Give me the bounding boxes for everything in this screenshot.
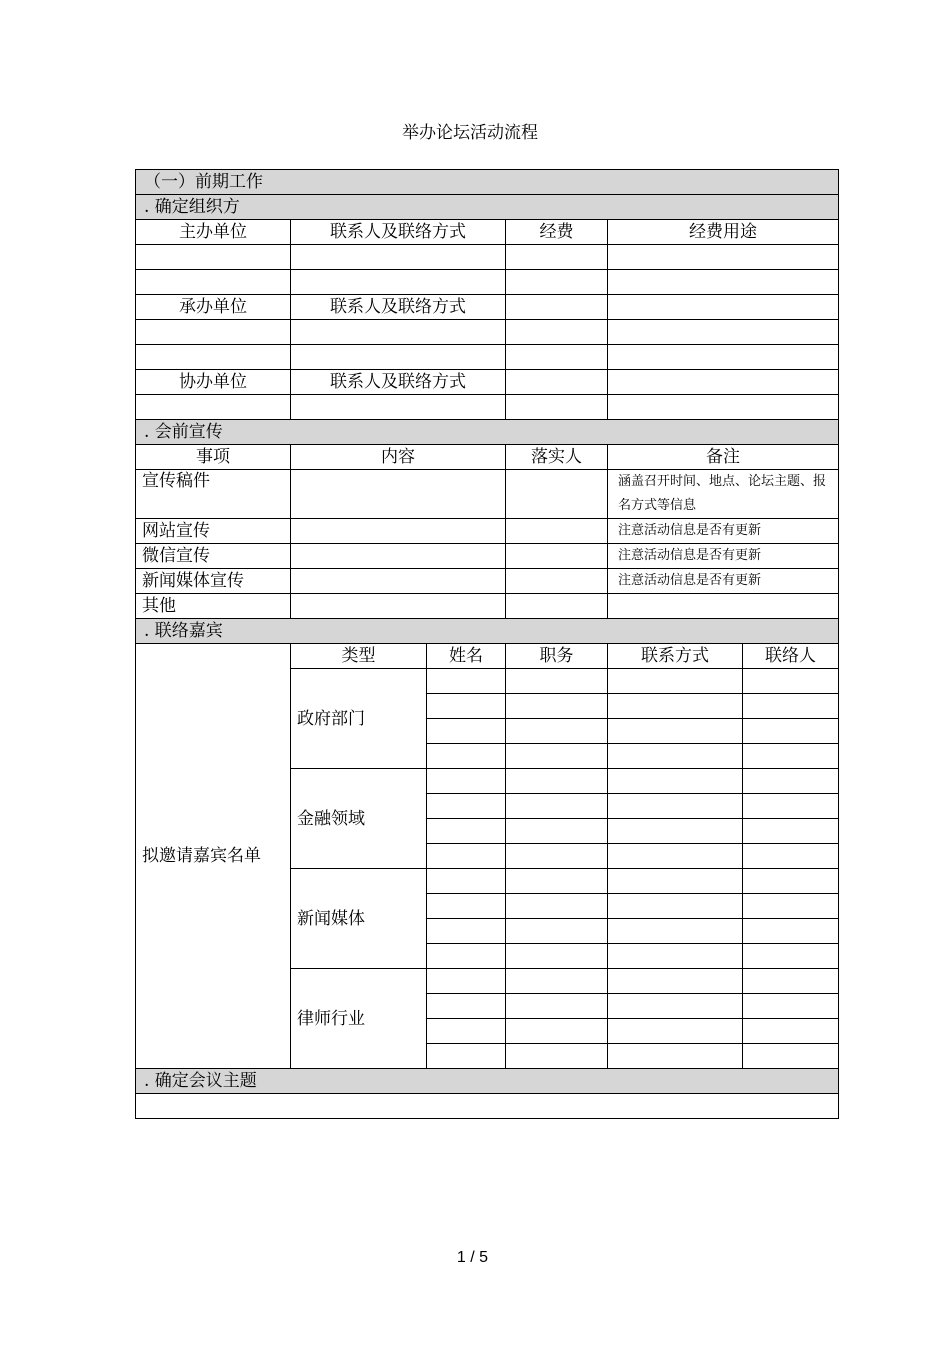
section-header: . 确定组织方 — [136, 195, 839, 220]
table-row — [136, 395, 839, 420]
empty-cell[interactable] — [291, 519, 506, 544]
empty-cell[interactable] — [608, 320, 839, 345]
table-row — [136, 295, 839, 320]
header-cell: 姓名 — [427, 644, 506, 669]
empty-cell[interactable] — [743, 719, 839, 744]
empty-cell[interactable] — [743, 819, 839, 844]
empty-cell[interactable] — [506, 669, 608, 694]
empty-cell[interactable] — [427, 719, 506, 744]
empty-cell[interactable] — [506, 894, 608, 919]
empty-cell[interactable] — [506, 769, 608, 794]
category-cell: 政府部门 — [291, 669, 427, 769]
category-cell: 律师行业 — [291, 969, 427, 1069]
section-header: . 确定会议主题 — [136, 1069, 839, 1094]
table-row — [136, 569, 839, 594]
empty-cell[interactable] — [608, 744, 743, 769]
table-row — [136, 1094, 839, 1119]
empty-cell[interactable] — [291, 395, 506, 420]
empty-cell[interactable] — [743, 1019, 839, 1044]
empty-cell[interactable] — [608, 1019, 743, 1044]
empty-cell[interactable] — [506, 994, 608, 1019]
empty-cell[interactable] — [291, 569, 506, 594]
empty-cell[interactable] — [743, 769, 839, 794]
empty-cell[interactable] — [506, 869, 608, 894]
empty-cell[interactable] — [608, 370, 839, 395]
empty-cell[interactable] — [427, 994, 506, 1019]
forum-process-table — [135, 169, 839, 1119]
empty-cell[interactable] — [427, 944, 506, 969]
empty-cell[interactable] — [506, 245, 608, 270]
empty-cell[interactable] — [506, 544, 608, 569]
empty-cell[interactable] — [427, 969, 506, 994]
empty-cell[interactable] — [608, 919, 743, 944]
label-cell: 联系人及联络方式 — [291, 295, 506, 320]
empty-cell[interactable] — [608, 669, 743, 694]
empty-cell[interactable] — [427, 869, 506, 894]
empty-cell[interactable] — [427, 919, 506, 944]
empty-cell[interactable] — [427, 819, 506, 844]
empty-cell[interactable] — [427, 794, 506, 819]
empty-cell[interactable] — [506, 919, 608, 944]
empty-cell[interactable] — [743, 994, 839, 1019]
empty-cell[interactable] — [743, 919, 839, 944]
phase-header-row — [136, 170, 839, 195]
empty-cell[interactable] — [608, 769, 743, 794]
empty-cell[interactable] — [506, 694, 608, 719]
item-cell: 宣传稿件 — [136, 470, 291, 519]
empty-cell[interactable] — [608, 719, 743, 744]
empty-cell[interactable] — [506, 320, 608, 345]
empty-cell[interactable] — [427, 769, 506, 794]
empty-cell[interactable] — [608, 844, 743, 869]
empty-cell[interactable] — [743, 694, 839, 719]
empty-cell[interactable] — [291, 345, 506, 370]
note-cell: 注意活动信息是否有更新 — [608, 544, 839, 569]
empty-cell[interactable] — [743, 969, 839, 994]
empty-cell[interactable] — [608, 944, 743, 969]
empty-cell[interactable] — [136, 245, 291, 270]
empty-cell[interactable] — [608, 345, 839, 370]
empty-cell[interactable] — [506, 370, 608, 395]
empty-cell[interactable] — [743, 794, 839, 819]
label-cell: 联系人及联络方式 — [291, 370, 506, 395]
empty-cell[interactable] — [427, 1019, 506, 1044]
empty-cell[interactable] — [136, 320, 291, 345]
empty-cell[interactable] — [743, 669, 839, 694]
empty-cell[interactable] — [743, 1044, 839, 1069]
empty-cell[interactable] — [291, 270, 506, 295]
header-cell: 联系方式 — [608, 644, 743, 669]
empty-cell[interactable] — [608, 994, 743, 1019]
empty-cell[interactable] — [608, 869, 743, 894]
empty-cell[interactable] — [743, 869, 839, 894]
header-cell: 类型 — [291, 644, 427, 669]
empty-cell[interactable] — [608, 1044, 743, 1069]
empty-cell[interactable] — [136, 395, 291, 420]
empty-cell[interactable] — [506, 719, 608, 744]
table-row — [136, 644, 839, 669]
empty-cell[interactable] — [506, 569, 608, 594]
note-cell: 注意活动信息是否有更新 — [608, 569, 839, 594]
document-title: 举办论坛活动流程 — [402, 123, 538, 143]
header-cell: 内容 — [291, 445, 506, 470]
item-cell: 网站宣传 — [136, 519, 291, 544]
category-cell: 新闻媒体 — [291, 869, 427, 969]
empty-cell[interactable] — [506, 594, 608, 619]
empty-cell[interactable] — [608, 894, 743, 919]
empty-cell[interactable] — [608, 794, 743, 819]
category-cell: 金融领域 — [291, 769, 427, 869]
empty-cell[interactable] — [743, 844, 839, 869]
empty-cell[interactable] — [506, 470, 608, 519]
empty-cell[interactable] — [506, 1044, 608, 1069]
item-cell: 微信宣传 — [136, 544, 291, 569]
empty-cell[interactable] — [427, 694, 506, 719]
note-cell: 注意活动信息是否有更新 — [608, 519, 839, 544]
empty-cell[interactable] — [506, 744, 608, 769]
empty-cell[interactable] — [743, 894, 839, 919]
empty-cell[interactable] — [506, 519, 608, 544]
page-number: 1 / 5 — [456, 1249, 489, 1266]
empty-cell[interactable] — [506, 345, 608, 370]
empty-cell[interactable] — [291, 544, 506, 569]
table-row — [136, 245, 839, 270]
header-cell: 联络人 — [743, 644, 839, 669]
label-cell: 协办单位 — [136, 370, 291, 395]
table-row — [136, 370, 839, 395]
empty-cell[interactable] — [608, 270, 839, 295]
section-header: . 联络嘉宾 — [136, 619, 839, 644]
guest-list-label: 拟邀请嘉宾名单 — [136, 644, 291, 1069]
empty-cell[interactable] — [608, 969, 743, 994]
empty-cell[interactable] — [427, 669, 506, 694]
empty-cell[interactable] — [136, 1094, 839, 1119]
header-cell: 联系人及联络方式 — [291, 220, 506, 245]
empty-cell[interactable] — [291, 470, 506, 519]
table-row — [136, 594, 839, 619]
note-cell — [608, 594, 839, 619]
empty-cell[interactable] — [506, 969, 608, 994]
header-cell: 主办单位 — [136, 220, 291, 245]
section-header-row — [136, 195, 839, 220]
table-row — [136, 345, 839, 370]
table-row — [136, 270, 839, 295]
header-cell: 落实人 — [506, 445, 608, 470]
label-cell: 承办单位 — [136, 295, 291, 320]
empty-cell[interactable] — [506, 1019, 608, 1044]
empty-cell[interactable] — [427, 844, 506, 869]
table-row — [136, 544, 839, 569]
empty-cell[interactable] — [506, 944, 608, 969]
header-cell: 备注 — [608, 445, 839, 470]
empty-cell[interactable] — [427, 744, 506, 769]
empty-cell[interactable] — [136, 270, 291, 295]
item-cell: 其他 — [136, 594, 291, 619]
empty-cell[interactable] — [506, 794, 608, 819]
table-row — [136, 470, 839, 519]
section-header: . 会前宣传 — [136, 420, 839, 445]
empty-cell[interactable] — [506, 819, 608, 844]
table-row — [136, 519, 839, 544]
section-header-row — [136, 1069, 839, 1094]
empty-cell[interactable] — [608, 694, 743, 719]
empty-cell[interactable] — [427, 894, 506, 919]
empty-cell[interactable] — [608, 245, 839, 270]
empty-cell[interactable] — [608, 395, 839, 420]
empty-cell[interactable] — [506, 844, 608, 869]
note-cell: 涵盖召开时间、地点、论坛主题、报名方式等信息 — [608, 470, 839, 519]
item-cell: 新闻媒体宣传 — [136, 569, 291, 594]
empty-cell[interactable] — [291, 320, 506, 345]
empty-cell[interactable] — [743, 944, 839, 969]
phase-header: （一）前期工作 — [136, 170, 839, 195]
empty-cell[interactable] — [608, 819, 743, 844]
empty-cell[interactable] — [427, 1044, 506, 1069]
empty-cell[interactable] — [291, 245, 506, 270]
table-row — [136, 220, 839, 245]
empty-cell[interactable] — [291, 594, 506, 619]
header-cell: 经费 — [506, 220, 608, 245]
empty-cell[interactable] — [136, 345, 291, 370]
empty-cell[interactable] — [743, 744, 839, 769]
header-cell: 事项 — [136, 445, 291, 470]
header-cell: 经费用途 — [608, 220, 839, 245]
header-cell: 职务 — [506, 644, 608, 669]
section-header-row — [136, 619, 839, 644]
table-row — [136, 445, 839, 470]
empty-cell[interactable] — [506, 395, 608, 420]
table-row — [136, 320, 839, 345]
empty-cell[interactable] — [506, 270, 608, 295]
empty-cell[interactable] — [506, 295, 608, 320]
empty-cell[interactable] — [608, 295, 839, 320]
section-header-row — [136, 420, 839, 445]
